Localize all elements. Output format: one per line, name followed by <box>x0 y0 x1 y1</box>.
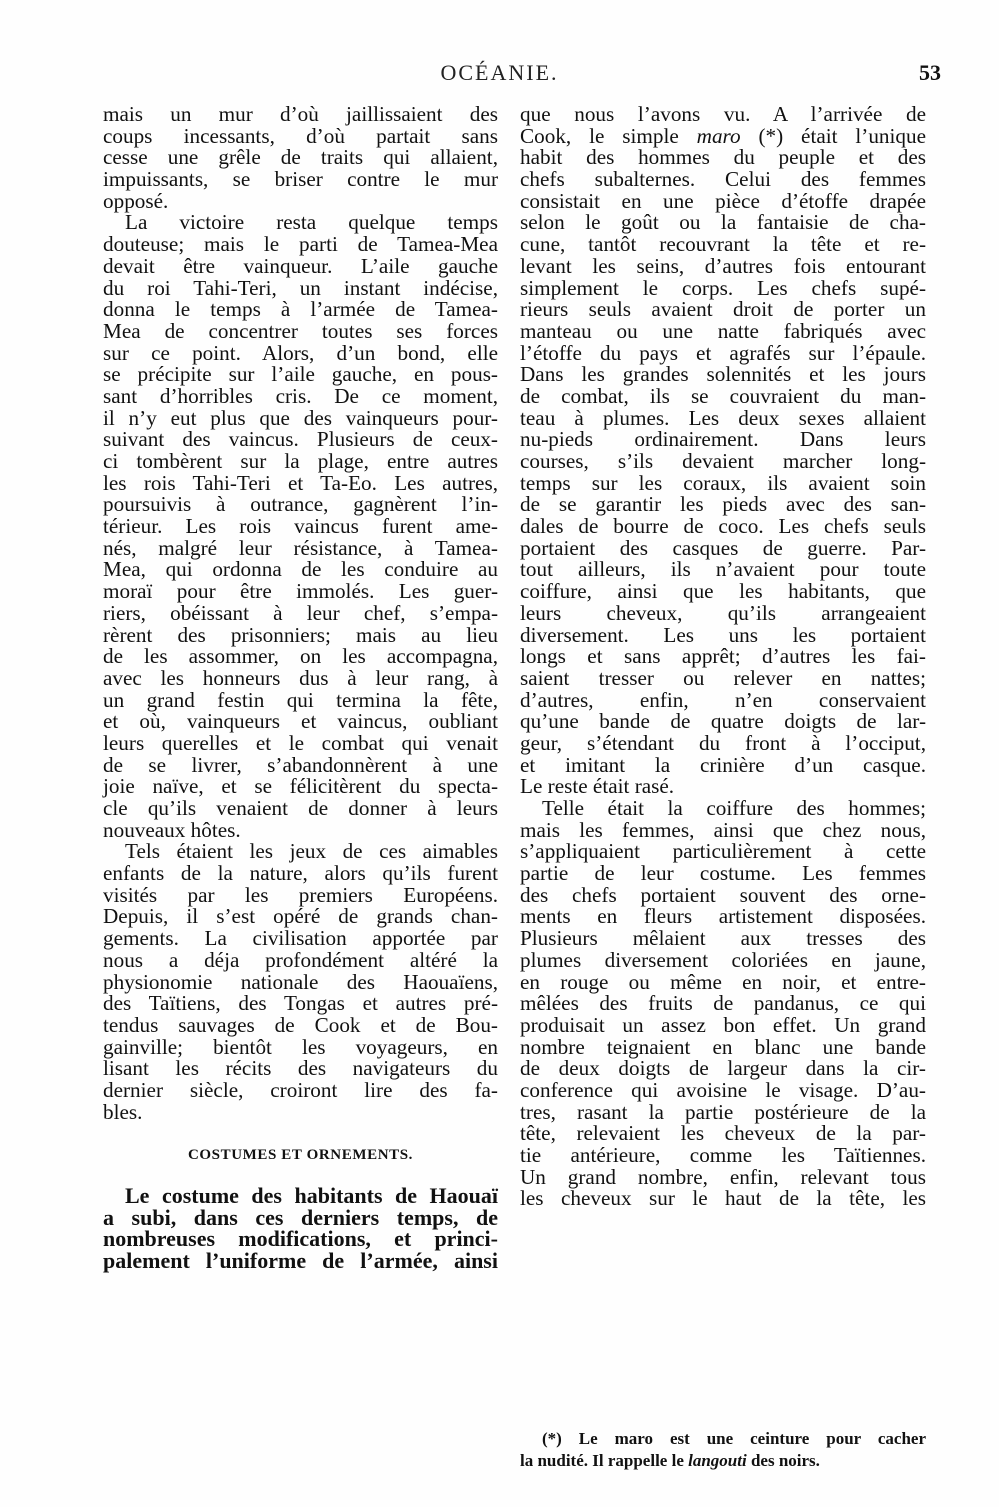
text-line: térieur. Les rois vaincus furent ame- <box>103 514 498 539</box>
text-line: geur, s’étendant du front à l’occiput, <box>520 730 926 755</box>
text-line: de combat, ils se couvraient du man- <box>520 383 926 408</box>
text-line: devait être vainqueur. L’aile gauche <box>103 253 498 278</box>
text-line: diversement. Les uns les portaient <box>520 622 926 647</box>
right-column <box>520 104 926 1210</box>
text-line: physionomie nationale des Haouaïens, <box>103 969 498 994</box>
text-line: tout ailleurs, ils n’avaient pour toute <box>520 557 926 582</box>
text-line: consistait en une pièce d’étoffe drapée <box>520 188 926 213</box>
text-line: rieurs seuls avaient droit de porter un <box>520 297 926 322</box>
text-line: longs et sans apprêt; d’autres les fai- <box>520 644 926 669</box>
text-line: rèrent des prisonniers; mais au lieu <box>103 622 498 647</box>
text-line: selon le goût ou la fantaisie de cha- <box>520 210 926 235</box>
text-line: palement l’uniforme de l’armée, ainsi <box>103 1248 498 1274</box>
text-line: habit des hommes du peuple et des <box>520 145 926 170</box>
text-line: Le reste était rasé. <box>520 774 675 799</box>
text-line: des chefs portaient souvent des orne- <box>520 882 926 907</box>
italic-term: langouti <box>688 1451 747 1470</box>
text-line: joie naïve, et se félicitèrent du specta- <box>103 774 498 799</box>
text-line: du roi Tahi-Teri, un instant indécise, <box>103 275 498 300</box>
text-line: mêlées des fruits de pandanus, ce qui <box>520 991 926 1016</box>
text-fragment: la nudité. Il rappelle le <box>520 1451 689 1470</box>
text-line: coups incessants, d’où partait sans <box>103 123 498 148</box>
text-line: tête, relevaient les cheveux de la par- <box>520 1121 926 1146</box>
text-line: Mea de concentrer toutes ses forces <box>103 318 498 343</box>
text-line: donna le temps à l’armée de Tamea- <box>103 297 498 322</box>
text-line: Plusieurs mêlaient aux tresses des <box>520 926 926 951</box>
text-line: que nous l’avons vu. A l’arrivée de <box>520 102 926 126</box>
text-line: moraï pour être immolés. Les guer- <box>103 579 498 604</box>
footnote <box>520 1428 926 1472</box>
text-line: douteuse; mais le parti de Tamea-Mea <box>103 232 498 257</box>
text-line: de les assommer, on les accompagna, <box>103 644 498 669</box>
text-line: Un grand nombre, enfin, relevant tous <box>520 1164 926 1189</box>
text-line: nous a déja profondément altéré la <box>103 947 498 972</box>
text-line: les cheveux sur le haut de la tête, les <box>520 1186 926 1211</box>
text-line: en rouge ou même en noir, et entre- <box>520 969 926 994</box>
text-line: impuissants, se briser contre le mur <box>103 167 498 192</box>
paragraph-start: Telle était la coiffure des hommes; <box>542 796 926 820</box>
text-line: d’autres, enfin, n’en conservaient <box>520 687 926 712</box>
text-line: se précipite sur l’aile gauche, en pous- <box>103 362 498 387</box>
text-line: temps sur les coraux, ils avaient soin <box>520 470 926 495</box>
text-line: leurs cheveux, qu’ils arrangeaient <box>520 600 926 625</box>
text-line: s’appliquaient particulièrement à cette <box>520 839 926 864</box>
text-line: levant les seins, d’autres fois entourant <box>520 253 926 278</box>
text-line: tres, rasant la partie postérieure de la <box>520 1099 926 1124</box>
text-line: portaient des casques de guerre. Par- <box>520 535 926 560</box>
text-line: gainville; bientôt les voyageurs, en <box>103 1034 498 1059</box>
text-line: nouveaux hôtes. <box>103 817 241 842</box>
text-line: dernier siècle, croiront lire des fa- <box>103 1077 498 1102</box>
text-line: nés, malgré leur résistance, à Tamea- <box>103 535 498 560</box>
text-line: manteau ou une natte fabriqués avec <box>520 318 926 343</box>
text-line: Depuis, il s’est opéré de grands chan- <box>103 904 498 929</box>
text-line: de deux doigts de largeur dans la cir- <box>520 1056 926 1081</box>
footnote-line <box>520 1450 926 1472</box>
italic-term: maro <box>696 123 741 148</box>
text-line: simplement le corps. Les chefs supé- <box>520 275 926 300</box>
section-heading: COSTUMES ET ORNEMENTS. <box>187 1147 414 1164</box>
text-line: mais les femmes, ainsi que chez nous, <box>520 817 926 842</box>
paragraph-start: Tels étaient les jeux de ces aimables <box>125 839 498 864</box>
text-line: mais un mur d’où jaillissaient des <box>103 102 498 126</box>
text-line: produisait un assez bon effet. Un grand <box>520 1012 926 1037</box>
text-line: teau à plumes. Les deux sexes allaient <box>520 405 926 430</box>
text-line: qu’une bande de quatre doigts de lar- <box>520 709 926 734</box>
text-line: suivant des vaincus. Plusieurs de ceux- <box>103 427 498 452</box>
text-line: de se garantir les pieds avec des san- <box>520 492 926 517</box>
text-line: bles. <box>103 1099 143 1124</box>
text-line: dales de bourre de coco. Les chefs seuls <box>520 514 926 539</box>
text-line: nu-pieds ordinairement. Dans leurs <box>520 427 926 452</box>
text-line: sant d’horribles cris. De ce moment, <box>103 383 498 408</box>
text-line: Mea, qui ordonna de les conduire au <box>103 557 498 582</box>
text-line: conference qui avoisine le visage. D’au- <box>520 1077 926 1102</box>
text-line: ci tombèrent sur la plage, entre autres <box>103 449 498 473</box>
text-line: un grand festin qui termina la fête, <box>103 687 498 712</box>
text-line: sur ce point. Alors, d’un bond, elle <box>103 340 498 365</box>
text-line: et imitant la crinière d’un casque. <box>520 752 926 777</box>
text-line-with-footnote-ref <box>520 123 927 148</box>
left-column <box>103 104 498 1272</box>
running-title: OCÉANIE. <box>440 60 559 85</box>
text-line: enfants de la nature, alors qu’ils furent <box>103 861 498 886</box>
text-line: nombreuses modifications, et princi- <box>103 1226 498 1252</box>
text-line: chefs subalternes. Celui des femmes <box>520 167 926 192</box>
text-line: ments en fleurs artistement disposées. <box>520 904 926 929</box>
text-line: poursuivis à outrance, gagnèrent l’in- <box>103 492 498 517</box>
text-line: tie antérieure, comme les Taïtiennes. <box>520 1143 926 1167</box>
text-line: courses, s’ils devaient marcher long- <box>520 449 926 473</box>
text-line: avec les honneurs dus à leur rang, à <box>103 665 498 690</box>
text-fragment: Cook, le simple <box>520 123 697 148</box>
text-line: a subi, dans ces derniers temps, de <box>103 1204 498 1230</box>
footnote-ref: (*) était l’unique <box>740 123 927 148</box>
text-line: coiffure, ainsi que les habitants, que <box>520 579 926 604</box>
text-line: opposé. <box>103 188 169 213</box>
text-line: cesse une grêle de traits qui allaient, <box>103 145 498 170</box>
text-line: saient tresser ou relever en nattes; <box>520 665 926 690</box>
text-line: riers, obéissant à leur chef, s’empa- <box>103 600 498 625</box>
text-line: plumes diversement coloriées en jaune, <box>520 947 926 972</box>
text-line: il n’y eut plus que des vainqueurs pour- <box>103 405 498 430</box>
footnote-line: (*) Le maro est une ceinture pour cacher <box>542 1429 926 1448</box>
running-head <box>0 60 999 90</box>
text-line: cune, tantôt recouvrant la tête et re- <box>520 232 926 257</box>
text-line: gements. La civilisation apportée par <box>103 926 498 951</box>
page-number: 53 <box>919 60 941 85</box>
text-fragment: des noirs. <box>746 1451 820 1470</box>
text-line: visités par les premiers Européens. <box>103 882 498 907</box>
text-line: tendus sauvages de Cook et de Bou- <box>103 1012 498 1037</box>
text-line: de se livrer, s’abandonnèrent à une <box>103 752 498 777</box>
text-line: nombre teignaient en blanc une bande <box>520 1034 926 1059</box>
text-line: partie de leur costume. Les femmes <box>520 861 926 886</box>
text-line: et où, vainqueurs et vaincus, oubliant <box>103 709 498 734</box>
text-line: cle qu’ils venaient de donner à leurs <box>103 796 498 820</box>
text-line: lisant les récits des navigateurs du <box>103 1056 498 1081</box>
text-line: l’étoffe du pays et agrafés sur l’épaule. <box>520 340 926 365</box>
text-line: leurs querelles et le combat qui venait <box>103 730 498 755</box>
paragraph-start: Le costume des habitants de Haouaï <box>125 1183 498 1208</box>
text-line: Dans les grandes solennités et les jours <box>520 362 926 387</box>
text-line: les rois Tahi-Teri et Ta-Eo. Les autres, <box>103 470 498 495</box>
paragraph-start: La victoire resta quelque temps <box>125 210 498 235</box>
text-line: des Taïtiens, des Tongas et autres pré- <box>103 991 498 1016</box>
